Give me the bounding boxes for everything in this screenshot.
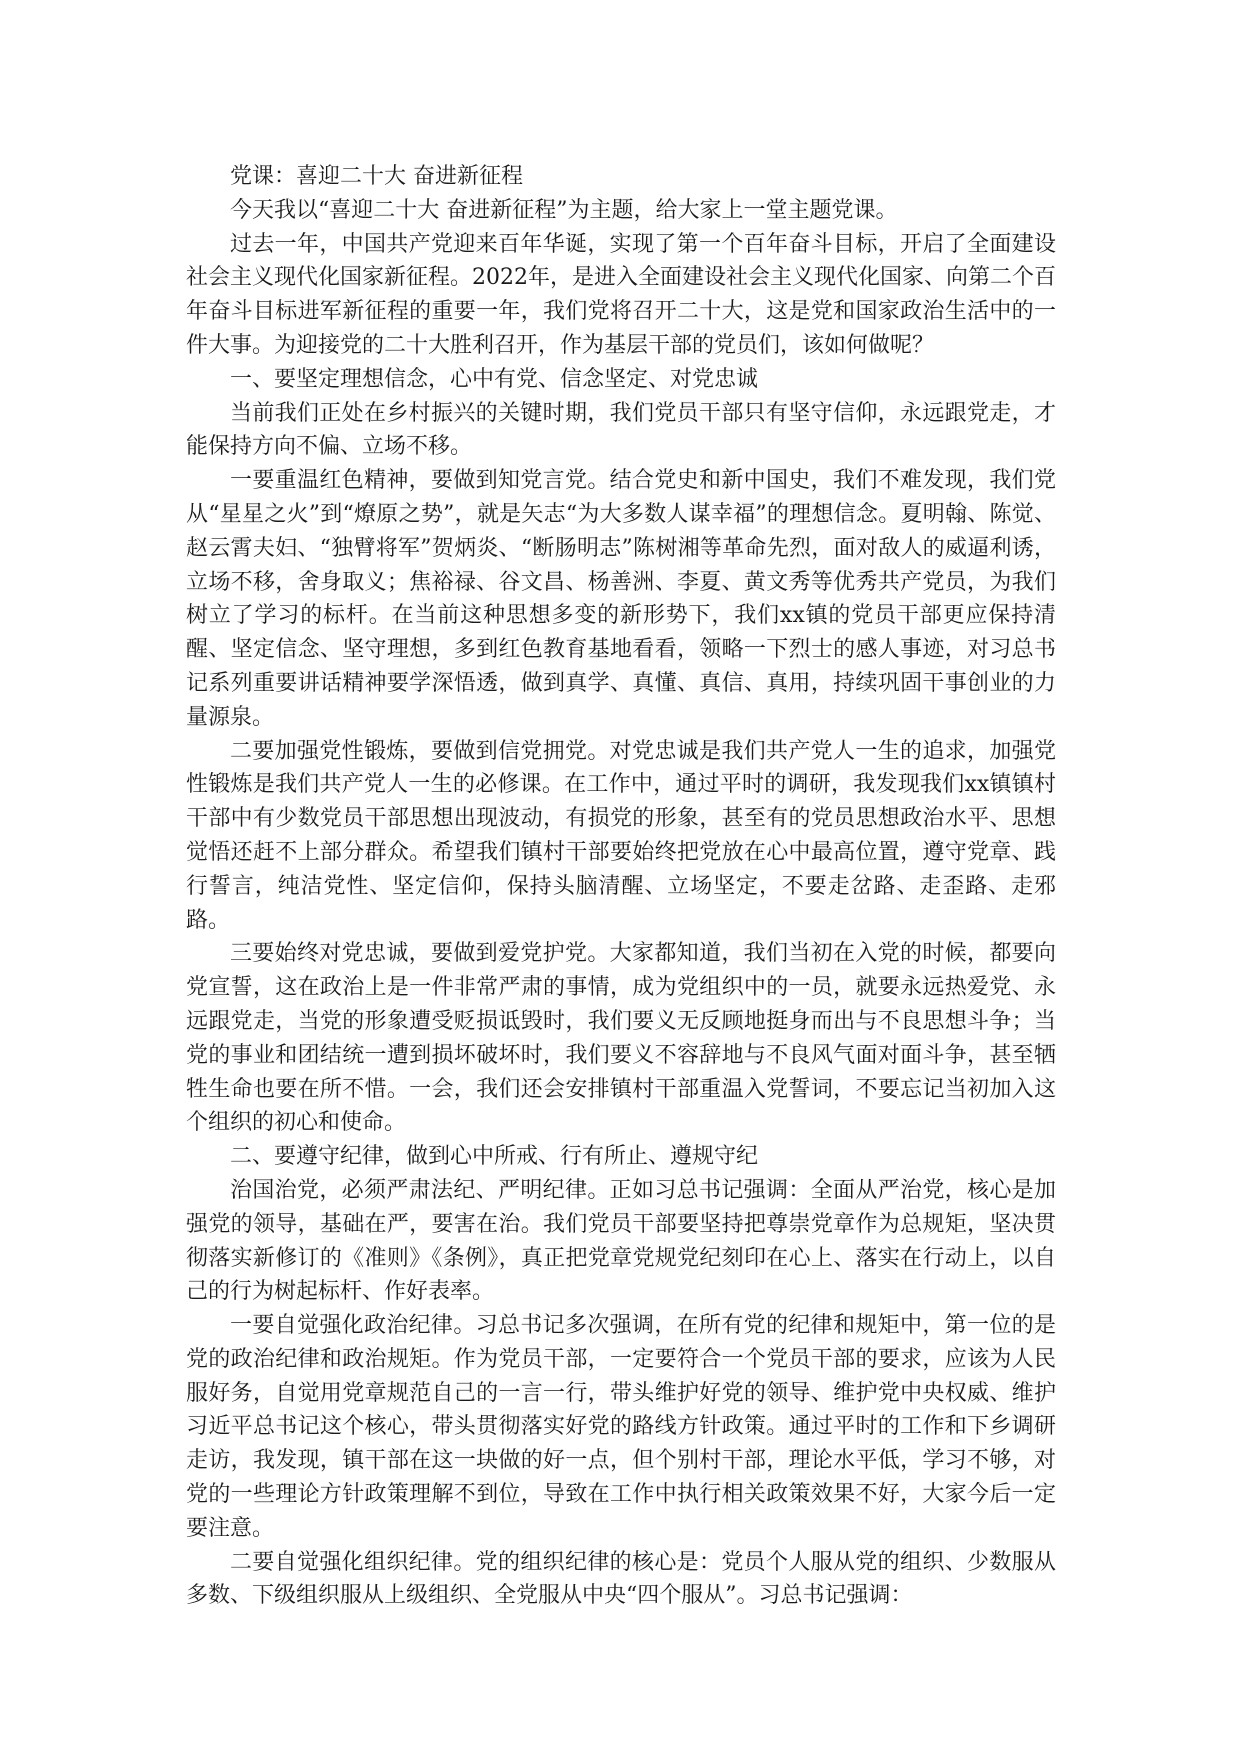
paragraph: 二要自觉强化组织纪律。党的组织纪律的核心是：党员个人服从党的组织、少数服从多数、下级组织服从上级组织、全党服从中央“四个服从”。习总书记强调： [186,1549,1056,1609]
document-body [186,160,1056,1613]
paragraph: 一要重温红色精神，要做到知党言党。结合党史和新中国史，我们不难发现，我们党从“星星之火”到“燎原之势”，就是矢志“为大多数人谋幸福”的理想信念。夏明翰、陈觉、赵云霄夫妇、“独臂将军”贺炳炎、“断肠明志”陈树湘等革命先烈，面对敌人的威逼利诱，立场不移，舍身取义；焦裕禄、谷文昌、杨善洲、李夏、黄文秀等优秀共产党员，为我们树立了学习的标杆。在当前这种思想多变的新形势下，我们xx镇的党员干部更应保持清醒、坚定信念、坚守理想，多到红色教育基地看看，领略一下烈士的感人事迹，对习总书记系列重要讲话精神要学深悟透，做到真学、真懂、真信、真用，持续巩固干事创业的力量源泉。 [186,468,1056,730]
section-heading: 一、要坚定理想信念，心中有党、信念坚定、对党忠诚 [230,366,759,392]
paragraph: 今天我以“喜迎二十大 奋进新征程”为主题，给大家上一堂主题党课。 [230,197,898,223]
paragraph: 当前我们正处在乡村振兴的关键时期，我们党员干部只有坚守信仰，永远跟党走，才能保持方向不偏、立场不移。 [186,400,1056,460]
paragraph: 二要加强党性锻炼，要做到信党拥党。对党忠诚是我们共产党人一生的追求，加强党性锻炼是我们共产党人一生的必修课。在工作中，通过平时的调研，我发现我们xx镇镇村干部中有少数党员干部思想出现波动，有损党的形象，甚至有的党员思想政治水平、思想觉悟还赶不上部分群众。希望我们镇村干部要始终把党放在心中最高位置，遵守党章、践行誓言，纯洁党性、坚定信仰，保持头脑清醒、立场坚定，不要走岔路、走歪路、走邪路。 [186,738,1056,933]
paragraph: 过去一年，中国共产党迎来百年华诞，实现了第一个百年奋斗目标，开启了全面建设社会主义现代化国家新征程。2022年，是进入全面建设社会主义现代化国家、向第二个百年奋斗目标进军新征程的重要一年，我们党将召开二十大，这是党和国家政治生活中的一件大事。为迎接党的二十大胜利召开，作为基层干部的党员们，该如何做呢？ [186,231,1056,358]
paragraph: 一要自觉强化政治纪律。习总书记多次强调，在所有党的纪律和规矩中，第一位的是党的政治纪律和政治规矩。作为党员干部，一定要符合一个党员干部的要求，应该为人民服好务，自觉用党章规范自己的一言一行，带头维护好党的领导、维护党中央权威、维护习近平总书记这个核心，带头贯彻落实好党的路线方针政策。通过平时的工作和下乡调研走访，我发现，镇干部在这一块做的好一点，但个别村干部，理论水平低，学习不够，对党的一些理论方针政策理解不到位，导致在工作中执行相关政策效果不好，大家今后一定要注意。 [186,1313,1056,1541]
paragraph: 三要始终对党忠诚，要做到爱党护党。大家都知道，我们当初在入党的时候，都要向党宣誓，这在政治上是一件非常严肃的事情，成为党组织中的一员，就要永远热爱党、永远跟党走，当党的形象遭受贬损诋毁时，我们要义无反顾地挺身而出与不良思想斗争；当党的事业和团结统一遭到损坏破坏时，我们要义不容辞地与不良风气面对面斗争，甚至牺牲生命也要在所不惜。一会，我们还会安排镇村干部重温入党誓词，不要忘记当初加入这个组织的初心和使命。 [186,941,1056,1136]
section-heading: 二、要遵守纪律，做到心中所戒、行有所止、遵规守纪 [230,1144,759,1170]
paragraph: 治国治党，必须严肃法纪、严明纪律。正如习总书记强调：全面从严治党，核心是加强党的领导，基础在严，要害在治。我们党员干部要坚持把尊崇党章作为总规矩，坚决贯彻落实新修订的《准则》《条例》，真正把党章党规党纪刻印在心上、落实在行动上，以自己的行为树起标杆、作好表率。 [186,1177,1056,1305]
document-title: 党课：喜迎二十大 奋进新征程 [230,164,523,189]
